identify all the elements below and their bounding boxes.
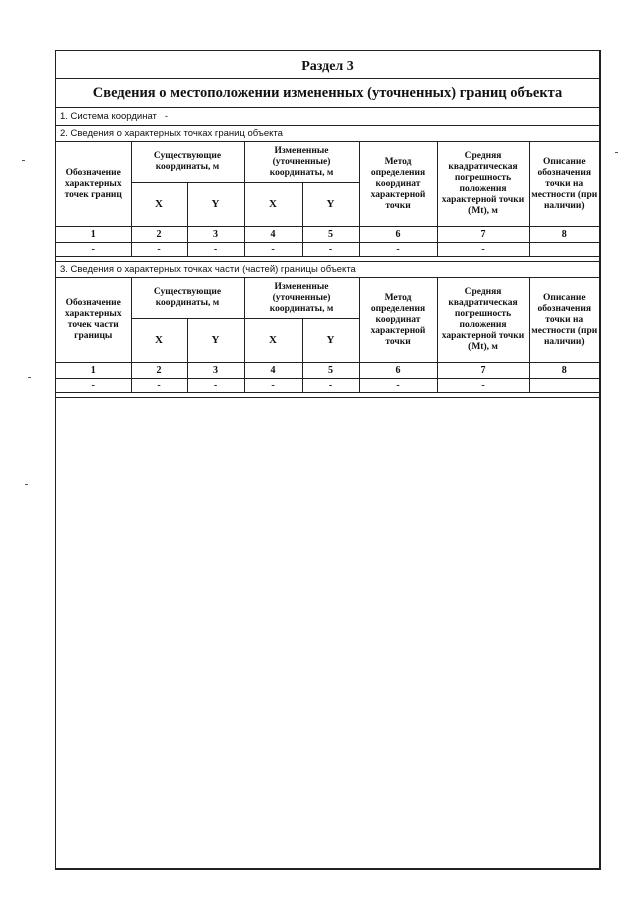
column-numbers-row bbox=[56, 227, 599, 243]
header-x-existing: X bbox=[131, 319, 187, 363]
table-cell: - bbox=[302, 379, 359, 393]
table-cell: - bbox=[302, 243, 359, 257]
table-cell: - bbox=[187, 243, 244, 257]
scan-speck bbox=[28, 377, 31, 378]
column-number: 3 bbox=[187, 363, 244, 379]
column-number: 8 bbox=[529, 363, 599, 379]
header-description: Описание обозначения точки на местности (при наличии) bbox=[529, 142, 599, 227]
column-number: 6 bbox=[359, 227, 437, 243]
part-boundary-points-table bbox=[56, 277, 599, 393]
scan-speck bbox=[615, 152, 618, 153]
table-cell: - bbox=[437, 243, 529, 257]
coordinate-system-value: - bbox=[164, 111, 168, 122]
header-y-changed: Y bbox=[302, 183, 359, 227]
table-cell: - bbox=[187, 379, 244, 393]
coordinate-system-row bbox=[56, 108, 599, 126]
header-designation: Обозначение характерных точек границ bbox=[56, 142, 131, 227]
table-cell bbox=[529, 243, 599, 257]
header-existing-coords: Существующие координаты, м bbox=[131, 142, 244, 183]
table-cell: - bbox=[244, 243, 302, 257]
header-x-changed: X bbox=[244, 319, 302, 363]
table-row bbox=[56, 379, 599, 393]
header-x-existing: X bbox=[131, 183, 187, 227]
table2-heading: 3. Сведения о характерных точках части (частей) границы объекта bbox=[60, 264, 356, 275]
header-method: Метод определения координат характерной точки bbox=[359, 142, 437, 227]
header-changed-coords: Измененные (уточненные) координаты, м bbox=[244, 142, 359, 183]
column-number: 2 bbox=[131, 363, 187, 379]
column-number: 8 bbox=[529, 227, 599, 243]
section-title: Раздел 3 bbox=[56, 51, 599, 79]
table-gap bbox=[56, 393, 599, 398]
header-existing-coords: Существующие координаты, м bbox=[131, 278, 244, 319]
header-changed-coords: Измененные (уточненные) координаты, м bbox=[244, 278, 359, 319]
boundary-points-table bbox=[56, 141, 599, 257]
header-error: Средняя квадратическая погрешность положения характерной точки (Mt), м bbox=[437, 278, 529, 363]
table-cell: - bbox=[131, 243, 187, 257]
scan-speck bbox=[22, 160, 25, 161]
header-y-existing: Y bbox=[187, 319, 244, 363]
column-number: 7 bbox=[437, 363, 529, 379]
column-number: 5 bbox=[302, 227, 359, 243]
header-method: Метод определения координат характерной точки bbox=[359, 278, 437, 363]
table1-heading: 2. Сведения о характерных точках границ объекта bbox=[60, 128, 283, 139]
table-cell bbox=[529, 379, 599, 393]
column-number: 4 bbox=[244, 363, 302, 379]
table-cell: - bbox=[131, 379, 187, 393]
header-designation: Обозначение характерных точек части границы bbox=[56, 278, 131, 363]
column-number: 6 bbox=[359, 363, 437, 379]
table-row bbox=[56, 243, 599, 257]
column-number: 5 bbox=[302, 363, 359, 379]
scan-speck bbox=[25, 484, 28, 485]
column-number: 4 bbox=[244, 227, 302, 243]
header-x-changed: X bbox=[244, 183, 302, 227]
section-subtitle: Сведения о местоположении измененных (уточненных) границ объекта bbox=[56, 79, 599, 108]
column-numbers-row bbox=[56, 363, 599, 379]
header-y-existing: Y bbox=[187, 183, 244, 227]
header-description: Описание обозначения точки на местности (при наличии) bbox=[529, 278, 599, 363]
column-number: 3 bbox=[187, 227, 244, 243]
table-cell: - bbox=[359, 379, 437, 393]
table-cell: - bbox=[359, 243, 437, 257]
table-cell: - bbox=[244, 379, 302, 393]
table-cell: - bbox=[56, 243, 131, 257]
column-number: 2 bbox=[131, 227, 187, 243]
table-cell: - bbox=[56, 379, 131, 393]
table-cell: - bbox=[437, 379, 529, 393]
column-number: 7 bbox=[437, 227, 529, 243]
header-error: Средняя квадратическая погрешность положения характерной точки (Mt), м bbox=[437, 142, 529, 227]
header-y-changed: Y bbox=[302, 319, 359, 363]
column-number: 1 bbox=[56, 227, 131, 243]
column-number: 1 bbox=[56, 363, 131, 379]
coordinate-system-label: 1. Система координат bbox=[60, 111, 157, 122]
document-page bbox=[55, 50, 601, 870]
